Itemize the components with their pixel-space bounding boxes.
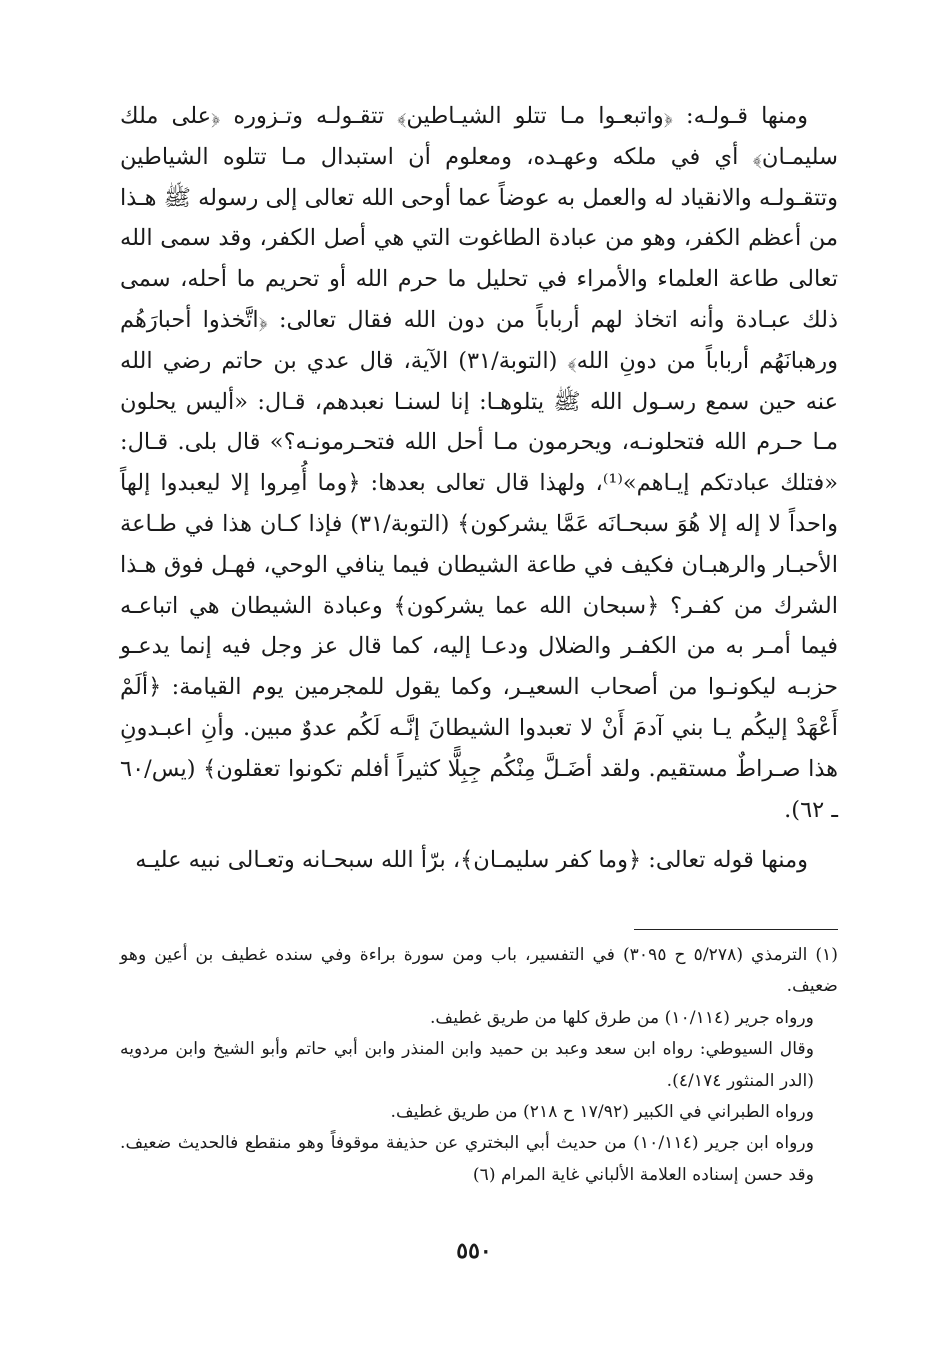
main-text — [120, 96, 838, 881]
footnote-line: (١) الترمذي (٥/٢٧٨ ح ٣٠٩٥) في التفسير، باب ومن سورة براءة وفي سنده غطيف بن أعين وهو ضعيف. — [120, 945, 838, 997]
footnotes — [120, 940, 838, 1191]
footnote-separator — [634, 929, 838, 930]
paragraph: ومنها قـولـه: ﴿واتبعـوا مـا تتلو الشيـاطين﴾ تتقـولـه وتـزوره ﴿على ملك سليمـان﴾ أي في ملكه وعهـده، ومعلوم أن استبدال مـا تتلوه الشياطين وتتقـولـه والانقياد له والعمل به عوضاً عما أوحى الله تعالى إلى رسوله ﷺ هـذا من أعظم الكفر، وهو من عبادة الطاغوت التي هي أصل الكفر، وقد سمى الله تعالى طاعة العلماء والأمراء في تحليل ما حرم الله أو تحريم ما أحله، سمى ذلك عبـادة وأنه اتخاذ لهم أرباباً من دون الله فقال تعالى: ﴿اتَّخذوا أحبارَهُم ورهبانَهُم أرباباً من دونِ الله﴾ (التوبة/٣١) الآية، قال عدي بن حاتم رضي الله عنه حين سمع رسـول الله ﷺ يتلوهـا: إنا لسنـا نعبدهم، قـال: «أليس يحلون مـا حـرم الله فتحلونـه، ويحرمون مـا أحل الله فتحـرمونـه؟» قال بلى. قـال: «فتلك عبادتكم إيـاهم»⁽¹⁾، ولهذا قال تعالى بعدها: ﴿وما أُمِروا إلا ليعبدوا إلهاً واحداً لا إله إلا هُوَ سبحـانَه عَمَّا يشركون﴾ (التوبة/٣١) فإذا كـان هذا في طـاعة الأحبـار والرهبـان فكيف في طاعة الشيطان فيما ينافي الوحي، فهـل فوق هـذا الشرك من كفـر؟ ﴿سبحان الله عما يشركون﴾ وعبادة الشيطان هي اتباعـه فيما أمـر به من الكفـر والضلال ودعـا إليه، كما قال عز وجل فيه إنما يدعـو حزبـه ليكونـوا من أصحاب السعيـر، وكما يقول للمجرمين يوم القيامة: ﴿ألَمْ أَعْهَدْ إليكُم يـا بني آدمَ أَنْ لا تعبدوا الشيطانَ إنَّـه لَكُم عدوٌ مبين. وأنِ اعبـدونِ هذا صـراطٌ مستقيم. ولقد أضَـلَّ مِنْكُم جِبِلًّا كثيراً أفلم تكونوا تعقلون﴾ (يس/٦٠ ـ ٦٢). — [120, 103, 838, 823]
footnote-line: ورواه ابن جرير (١٠/١١٤) من حديث أبي البختري عن حذيفة موقوفاً وهو منقطع فالحديث ضعيف. وقد حسن إسناده العلامة الألباني غاية المرام (٦) — [120, 1133, 815, 1185]
footnote-line: ورواه الطبراني في الكبير (١٧/٩٢ ح ٢١٨) من طريق غطيف. — [390, 1102, 814, 1123]
paragraph: ومنها قوله تعالى: ﴿وما كفر سليمـان﴾، برّأ الله سبحـانه وتعـالى نبيه عليـه — [135, 847, 808, 874]
page-number: ٥٥٠ — [456, 1238, 492, 1264]
footnote-line: وقال السيوطي: رواه ابن سعد وعبد بن حميد وابن المنذر وابن أبي حاتم وأبو الشيخ وابن مردويه (الدر المنثور ٤/١٧٤). — [120, 1039, 814, 1091]
footnote-line: ورواه جرير (١٠/١١٤) من طرق كلها من طريق غطيف. — [429, 1007, 814, 1028]
